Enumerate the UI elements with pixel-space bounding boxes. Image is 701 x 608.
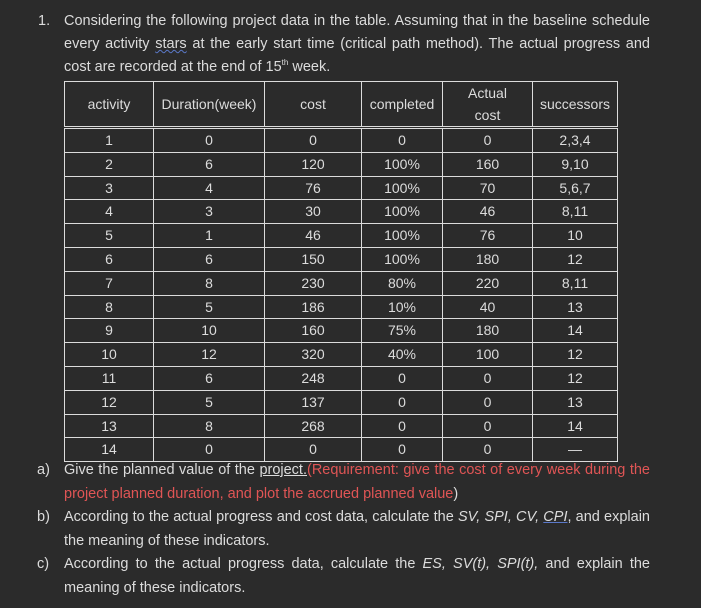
cell-cost: 320 (265, 343, 362, 367)
cell-duration: 0 (154, 128, 265, 153)
cell-successors: 12 (533, 247, 618, 271)
cell-cost: 0 (265, 438, 362, 462)
cell-completed: 0 (362, 414, 443, 438)
cell-duration: 8 (154, 271, 265, 295)
cell-duration: 1 (154, 224, 265, 248)
cell-completed: 100% (362, 224, 443, 248)
cell-actual-cost: 40 (443, 295, 533, 319)
header-cost: cost (265, 82, 362, 128)
cell-completed: 0 (362, 390, 443, 414)
cell-duration: 6 (154, 366, 265, 390)
cell-activity: 2 (65, 152, 154, 176)
cell-activity: 7 (65, 271, 154, 295)
cell-duration: 5 (154, 295, 265, 319)
part-c (0, 553, 701, 600)
table-row (65, 319, 618, 343)
table-row (65, 200, 618, 224)
question-number: 1. (38, 13, 51, 29)
cell-actual-cost: 160 (443, 152, 533, 176)
cell-actual-cost: 220 (443, 271, 533, 295)
table-row (65, 366, 618, 390)
cell-activity: 5 (65, 224, 154, 248)
cell-successors: 8,11 (533, 271, 618, 295)
part-c-metrics: ES, SV(t), SPI(t), (422, 556, 539, 572)
intro-text-1: Considering the following project data in the table. Assuming that in the baseline schedule every activity (64, 13, 650, 52)
intro-superscript: th (281, 58, 289, 68)
table-row (65, 390, 618, 414)
header-successors: successors (533, 82, 618, 128)
table-header-row (65, 82, 618, 128)
part-c-text (64, 553, 650, 600)
cell-duration: 12 (154, 343, 265, 367)
cell-cost: 248 (265, 366, 362, 390)
part-a-underlined: project. (259, 462, 307, 478)
header-actual-cost-line1: Actual (468, 85, 507, 101)
cell-successors: 9,10 (533, 152, 618, 176)
cell-actual-cost: 70 (443, 176, 533, 200)
cell-completed: 40% (362, 343, 443, 367)
part-b-text-1: According to the actual progress and cost data, calculate the (64, 509, 458, 525)
cell-activity: 4 (65, 200, 154, 224)
cell-activity: 14 (65, 438, 154, 462)
part-a-text-after: ) (453, 485, 459, 502)
table-row (65, 271, 618, 295)
cell-activity: 1 (65, 128, 154, 153)
part-b-label: b) (37, 509, 50, 525)
cell-completed: 80% (362, 271, 443, 295)
header-activity: activity (65, 82, 154, 128)
cell-cost: 268 (265, 414, 362, 438)
cell-successors: 14 (533, 414, 618, 438)
cell-actual-cost: 100 (443, 343, 533, 367)
table-row (65, 247, 618, 271)
cell-successors: 13 (533, 390, 618, 414)
cell-actual-cost: 0 (443, 438, 533, 462)
part-a-text (64, 459, 650, 506)
cell-actual-cost: 0 (443, 414, 533, 438)
table-row (65, 152, 618, 176)
cell-activity: 10 (65, 343, 154, 367)
sub-questions (0, 459, 701, 600)
table-row (65, 224, 618, 248)
part-c-label: c) (37, 556, 50, 572)
cell-cost: 160 (265, 319, 362, 343)
cell-successors: 13 (533, 295, 618, 319)
intro-text-2: at the early start time (critical path method). The actual progress and cost are recorded at the end of 15 (64, 36, 650, 75)
part-a-label: a) (37, 462, 50, 478)
cell-cost: 230 (265, 271, 362, 295)
table-row (65, 414, 618, 438)
table-row (65, 295, 618, 319)
part-b-metric-cpi: CPI (543, 509, 568, 525)
cell-duration: 8 (154, 414, 265, 438)
cell-completed: 100% (362, 152, 443, 176)
cell-duration: 5 (154, 390, 265, 414)
part-a (0, 459, 701, 506)
cell-actual-cost: 0 (443, 390, 533, 414)
cell-activity: 13 (65, 414, 154, 438)
cell-actual-cost: 180 (443, 247, 533, 271)
part-a-text-before: Give the planned value of the (64, 462, 260, 478)
cell-duration: 10 (154, 319, 265, 343)
cell-actual-cost: 0 (443, 366, 533, 390)
project-data-table (64, 81, 618, 462)
cell-successors: 5,6,7 (533, 176, 618, 200)
cell-duration: 4 (154, 176, 265, 200)
cell-cost: 120 (265, 152, 362, 176)
cell-duration: 3 (154, 200, 265, 224)
part-b-text (64, 506, 650, 553)
cell-successors: 12 (533, 366, 618, 390)
question-intro (64, 10, 650, 79)
cell-completed: 100% (362, 200, 443, 224)
header-duration: Duration(week) (154, 82, 265, 128)
cell-successors: 12 (533, 343, 618, 367)
cell-completed: 0 (362, 366, 443, 390)
cell-activity: 3 (65, 176, 154, 200)
cell-completed: 75% (362, 319, 443, 343)
cell-successors: — (533, 438, 618, 462)
cell-activity: 8 (65, 295, 154, 319)
cell-cost: 150 (265, 247, 362, 271)
header-actual-cost (443, 82, 533, 128)
cell-actual-cost: 0 (443, 128, 533, 153)
cell-cost: 30 (265, 200, 362, 224)
cell-duration: 0 (154, 438, 265, 462)
table-row (65, 176, 618, 200)
cell-actual-cost: 180 (443, 319, 533, 343)
table-row (65, 128, 618, 153)
cell-completed: 100% (362, 176, 443, 200)
table-row (65, 343, 618, 367)
cell-cost: 186 (265, 295, 362, 319)
part-b (0, 506, 701, 553)
part-c-text-1: According to the actual progress data, calculate the (64, 556, 423, 572)
cell-duration: 6 (154, 247, 265, 271)
cell-successors: 8,11 (533, 200, 618, 224)
cell-actual-cost: 46 (443, 200, 533, 224)
cell-activity: 6 (65, 247, 154, 271)
cell-activity: 12 (65, 390, 154, 414)
cell-successors: 2,3,4 (533, 128, 618, 153)
cell-cost: 137 (265, 390, 362, 414)
cell-completed: 0 (362, 128, 443, 153)
cell-duration: 6 (154, 152, 265, 176)
cell-activity: 11 (65, 366, 154, 390)
cell-activity: 9 (65, 319, 154, 343)
cell-successors: 10 (533, 224, 618, 248)
part-c-text-2: and explain the meaning of these indicators. (64, 556, 650, 596)
cell-successors: 14 (533, 319, 618, 343)
cell-cost: 76 (265, 176, 362, 200)
header-actual-cost-line2: cost (474, 107, 501, 123)
header-completed: completed (362, 82, 443, 128)
cell-cost: 0 (265, 128, 362, 153)
intro-typo-word: stars (155, 36, 187, 52)
cell-completed: 100% (362, 247, 443, 271)
part-b-text-2: , and explain the meaning of these indicators. (64, 509, 650, 549)
cell-completed: 10% (362, 295, 443, 319)
part-a-requirement: (Requirement: give the cost of every week during the project planned duration, and plot the accrued planned value (64, 462, 650, 502)
cell-completed: 0 (362, 438, 443, 462)
intro-text-3: week. (288, 59, 331, 75)
cell-actual-cost: 76 (443, 224, 533, 248)
cell-cost: 46 (265, 224, 362, 248)
part-b-metrics: SV, SPI, CV, (457, 509, 544, 525)
